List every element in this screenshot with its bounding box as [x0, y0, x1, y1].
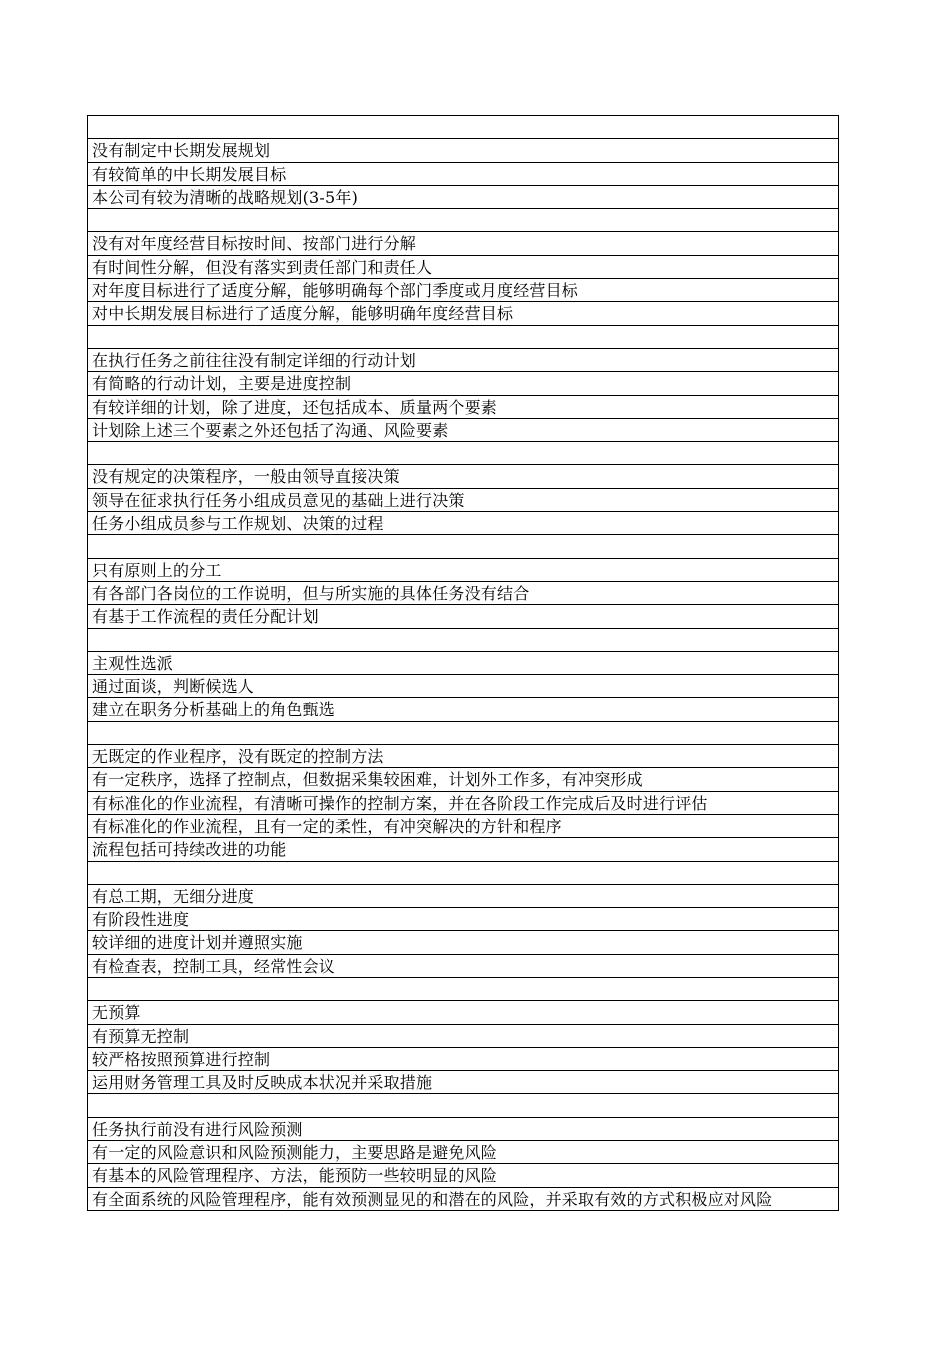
- table-row[interactable]: [88, 232, 838, 255]
- cell-text: 没有制定中长期发展规划: [92, 141, 271, 161]
- table-row[interactable]: [88, 838, 838, 861]
- cell-text: 较详细的进度计划并遵照实施: [92, 933, 303, 953]
- table-row[interactable]: [88, 535, 838, 558]
- table-row[interactable]: [88, 978, 838, 1001]
- cell-text: 没有规定的决策程序，一般由领导直接决策: [92, 467, 400, 487]
- cell-text: 有较详细的计划，除了进度，还包括成本、质量两个要素: [92, 397, 498, 417]
- table-row[interactable]: [88, 675, 838, 698]
- table-row[interactable]: [88, 419, 838, 442]
- table-row[interactable]: [88, 163, 838, 186]
- table-row[interactable]: [88, 1001, 838, 1024]
- cell-text: 有预算无控制: [92, 1026, 190, 1046]
- table-row[interactable]: [88, 1164, 838, 1187]
- table-row[interactable]: [88, 862, 838, 885]
- cell-text: 较严格按照预算进行控制: [92, 1049, 271, 1069]
- cell-text: 建立在职务分析基础上的角色甄选: [92, 700, 336, 720]
- cell-text: 没有对年度经营目标按时间、按部门进行分解: [92, 234, 417, 254]
- cell-text: 有标准化的作业流程，有清晰可操作的控制方案，并在各阶段工作完成后及时进行评估: [92, 793, 708, 813]
- cell-text: 计划除上述三个要素之外还包括了沟通、风险要素: [92, 420, 449, 440]
- table-row[interactable]: [88, 1071, 838, 1094]
- table-row[interactable]: [88, 1188, 838, 1211]
- table-row[interactable]: [88, 582, 838, 605]
- table-row[interactable]: [88, 279, 838, 302]
- cell-text: 无预算: [92, 1003, 141, 1023]
- cell-text: 有一定秩序，选择了控制点，但数据采集较困难，计划外工作多，有冲突形成: [92, 770, 643, 790]
- table-row[interactable]: [88, 908, 838, 931]
- cell-text: 对中长期发展目标进行了适度分解，能够明确年度经营目标: [92, 304, 514, 324]
- table-row[interactable]: [88, 885, 838, 908]
- cell-text: 有时间性分解，但没有落实到责任部门和责任人: [92, 257, 433, 277]
- cell-text: 流程包括可持续改进的功能: [92, 840, 287, 860]
- table-row[interactable]: [88, 815, 838, 838]
- table-row[interactable]: [88, 722, 838, 745]
- table-row[interactable]: [88, 1048, 838, 1071]
- cell-text: 有基于工作流程的责任分配计划: [92, 607, 319, 627]
- cell-text: 有总工期，无细分进度: [92, 886, 255, 906]
- table-row[interactable]: [88, 698, 838, 721]
- table-row[interactable]: [88, 512, 838, 535]
- table-row[interactable]: [88, 489, 838, 512]
- table-row[interactable]: [88, 396, 838, 419]
- cell-text: 任务小组成员参与工作规划、决策的过程: [92, 514, 384, 534]
- cell-text: 领导在征求执行任务小组成员意见的基础上进行决策: [92, 490, 465, 510]
- cell-text: 有标准化的作业流程，且有一定的柔性，有冲突解决的方针和程序: [92, 816, 562, 836]
- table-row[interactable]: [88, 186, 838, 209]
- table-row[interactable]: [88, 559, 838, 582]
- table-row[interactable]: [88, 1141, 838, 1164]
- table-row[interactable]: [88, 931, 838, 954]
- table-row[interactable]: [88, 256, 838, 279]
- table-row[interactable]: [88, 955, 838, 978]
- table-row[interactable]: [88, 139, 838, 162]
- cell-text: 任务执行前没有进行风险预测: [92, 1119, 303, 1139]
- cell-text: 有基本的风险管理程序、方法，能预防一些较明显的风险: [92, 1166, 498, 1186]
- cell-text: 有检查表，控制工具，经常性会议: [92, 956, 336, 976]
- cell-text: 有阶段性进度: [92, 910, 190, 930]
- table-row[interactable]: [88, 1094, 838, 1117]
- cell-text: 有一定的风险意识和风险预测能力，主要思路是避免风险: [92, 1143, 498, 1163]
- table-row[interactable]: [88, 209, 838, 232]
- table-row[interactable]: [88, 302, 838, 325]
- table-row[interactable]: [88, 652, 838, 675]
- table-row[interactable]: [88, 1118, 838, 1141]
- cell-text: 无既定的作业程序，没有既定的控制方法: [92, 747, 384, 767]
- table-row[interactable]: [88, 792, 838, 815]
- table-row[interactable]: [88, 768, 838, 791]
- table-row[interactable]: [88, 745, 838, 768]
- table-row[interactable]: [88, 442, 838, 465]
- cell-text: 有较简单的中长期发展目标: [92, 164, 287, 184]
- table-row[interactable]: [88, 605, 838, 628]
- table-row[interactable]: [88, 372, 838, 395]
- table-row[interactable]: [88, 116, 838, 139]
- cell-text: 有简略的行动计划，主要是进度控制: [92, 374, 352, 394]
- table-row[interactable]: [88, 326, 838, 349]
- table-row[interactable]: [88, 349, 838, 372]
- cell-text: 对年度目标进行了适度分解，能够明确每个部门季度或月度经营目标: [92, 281, 579, 301]
- cell-text: 只有原则上的分工: [92, 560, 222, 580]
- cell-text: 运用财务管理工具及时反映成本状况并采取措施: [92, 1073, 433, 1093]
- cell-text: 有全面系统的风险管理程序，能有效预测显见的和潜在的风险，并采取有效的方式积极应对风险: [92, 1189, 773, 1209]
- cell-text: 在执行任务之前往往没有制定详细的行动计划: [92, 350, 417, 370]
- cell-text: 本公司有较为清晰的战略规划(3-5年): [92, 187, 359, 207]
- table-row[interactable]: [88, 1025, 838, 1048]
- spreadsheet-table: [87, 115, 839, 1211]
- cell-text: 有各部门各岗位的工作说明，但与所实施的具体任务没有结合: [92, 583, 530, 603]
- cell-text: 通过面谈，判断候选人: [92, 677, 255, 697]
- table-row[interactable]: [88, 629, 838, 652]
- table-row[interactable]: [88, 465, 838, 488]
- cell-text: 主观性选派: [92, 653, 174, 673]
